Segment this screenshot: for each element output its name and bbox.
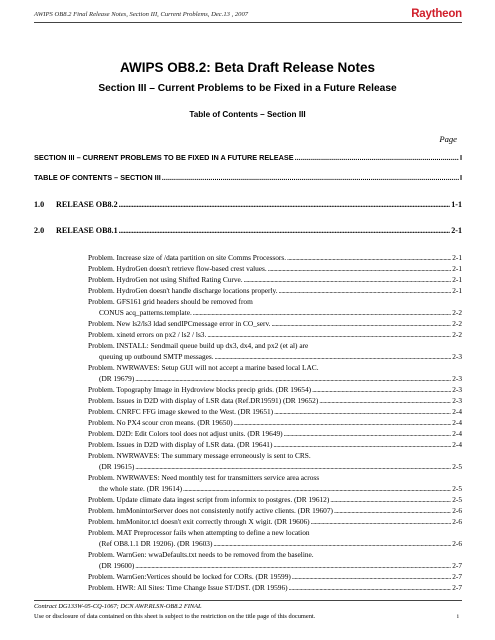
dot-leader — [135, 374, 451, 383]
toc-problem-entry[interactable] — [88, 506, 462, 515]
problem-text: Problem. CNRFC FFG image skewed to the West. (DR 19651) — [88, 407, 274, 416]
toc-entry-page: 2-1 — [451, 226, 462, 235]
release-name: RELEASE OB8.2 — [56, 200, 118, 209]
toc-problem-entry[interactable] — [99, 561, 462, 570]
problem-text: Problem. Topography Image in Hydroview blocks precip grids. (DR 19654) — [88, 385, 312, 394]
document-subtitle: Section III – Current Problems to be Fixed in a Future Release — [98, 83, 397, 94]
problem-page: 2-6 — [452, 506, 462, 515]
problem-page: 2-1 — [452, 253, 462, 262]
problem-text: Problem. New ls2/ls3 ldad sendIPCmessage error in CO_serv. — [88, 319, 271, 328]
toc-problem-entry[interactable] — [99, 308, 462, 317]
problem-first-line: Problem. INSTALL: Sendmail queue build up dx3, dx4, and px2 (et al) are — [88, 341, 309, 350]
footer-contract: Contract DG133W-05-CQ-1067; DCN AWP.RLSN-OB8.2 FINAL — [34, 603, 202, 610]
toc-entry-release-ob8-2[interactable] — [34, 200, 462, 209]
dot-leader — [271, 319, 451, 328]
toc-entry-page: 1-1 — [451, 200, 462, 209]
problem-text: (Ref OB8.1.1 DR 19206). (DR 19603) — [99, 539, 213, 548]
toc-problem-entry[interactable] — [99, 484, 462, 493]
toc-entry-text: SECTION III – CURRENT PROBLEMS TO BE FIXED IN A FUTURE RELEASE — [34, 153, 294, 162]
problem-text: Problem. HydroGen doesn't retrieve flow-based crest values. — [88, 264, 267, 273]
problem-page: 2-7 — [452, 572, 462, 581]
problem-text: Problem. HydroGen doesn't handle discharge locations properly. — [88, 286, 278, 295]
dot-leader — [273, 440, 451, 449]
release-number: 2.0 — [34, 226, 45, 235]
problem-text: Problem. Increase size of /data partition on site Comms Processors. — [88, 253, 287, 262]
toc-problem-entry[interactable] — [88, 407, 462, 416]
problem-page: 2-2 — [452, 330, 462, 339]
problem-page: 2-7 — [452, 583, 462, 592]
dot-leader — [334, 506, 451, 515]
toc-problem-entry[interactable] — [88, 418, 462, 427]
dot-leader — [183, 484, 451, 493]
problem-first-line: Problem. GFS161 grid headers should be removed from — [88, 297, 253, 306]
problem-page: 2-1 — [452, 275, 462, 284]
problem-page: 2-3 — [452, 385, 462, 394]
problem-text: (DR 19679) — [99, 374, 135, 383]
problem-first-line: Problem. MAT Preprocessor fails when attempting to define a new location — [88, 528, 310, 537]
toc-problem-entry[interactable] — [88, 319, 462, 328]
problem-page: 2-2 — [452, 319, 462, 328]
toc-entry-page: I — [459, 153, 462, 162]
dot-leader — [289, 583, 452, 592]
problem-page: 2-3 — [452, 396, 462, 405]
problem-page: 2-4 — [452, 418, 462, 427]
problem-text: Problem. No PX4 scour cron means. (DR 19650) — [88, 418, 233, 427]
dot-leader — [193, 308, 451, 317]
problem-page: 2-4 — [452, 440, 462, 449]
problem-first-line: Problem. WarnGen: wwaDefaults.txt needs to be removed from the baseline. — [88, 550, 314, 559]
problem-page: 2-3 — [452, 352, 462, 361]
toc-problem-entry[interactable] — [88, 572, 462, 581]
dot-leader — [279, 286, 452, 295]
dot-leader — [119, 226, 451, 235]
problem-text: Problem. Issues in D2D with display of LSR data. (DR 19641) — [88, 440, 273, 449]
toc-entry-toc[interactable] — [34, 173, 462, 182]
problem-first-line: Problem. NWRWAVES: Need monthly test for transmitters service area across — [88, 473, 320, 482]
running-header — [34, 8, 462, 22]
toc-problem-entry[interactable] — [99, 352, 462, 361]
raytheon-logo: Raytheon — [411, 8, 462, 20]
problem-text: Problem. HWR: All Sites: Time Change Issue ST/DST. (DR 19596) — [88, 583, 288, 592]
dot-leader — [213, 539, 451, 548]
dot-leader — [207, 330, 451, 339]
problem-text: Problem. HydroGen not using Shifted Rating Curve. — [88, 275, 243, 284]
toc-problem-entry[interactable] — [88, 495, 462, 504]
problem-page: 2-3 — [452, 374, 462, 383]
dot-leader — [119, 200, 451, 209]
problem-text: (DR 19600) — [99, 561, 135, 570]
dot-leader — [162, 173, 459, 182]
problem-page: 2-5 — [452, 484, 462, 493]
footer-notice: Use or disclosure of data contained on this sheet is subject to the restriction on the title page of this document. — [34, 613, 316, 620]
toc-problem-entry[interactable] — [99, 374, 462, 383]
toc-entry-text: TABLE OF CONTENTS – SECTION III — [34, 173, 161, 182]
toc-problem-entry[interactable] — [88, 275, 462, 284]
toc-entry-page: I — [459, 173, 462, 182]
problem-text: Problem. D2D: Edit Colors tool does not adjust units. (DR 19649) — [88, 429, 283, 438]
problem-page: 2-1 — [452, 264, 462, 273]
toc-problem-entry[interactable] — [88, 396, 462, 405]
dot-leader — [135, 561, 451, 570]
problem-page: 2-4 — [452, 429, 462, 438]
problem-text: Problem. hmMonitor.tcl doesn't exit correctly through X wigit. (DR 19606) — [88, 517, 310, 526]
problem-text: the whole state. (DR 19614) — [99, 484, 183, 493]
problem-page: 2-7 — [452, 561, 462, 570]
problem-page: 2-6 — [452, 517, 462, 526]
release-name: RELEASE OB8.1 — [56, 226, 118, 235]
dot-leader — [292, 572, 451, 581]
page-column-label: Page — [439, 134, 457, 144]
toc-problem-entry[interactable] — [88, 286, 462, 295]
problem-first-line: Problem. NWRWAVES: Setup GUI will not accept a marine based local LAC. — [88, 363, 319, 372]
footer-page-number: i — [457, 613, 459, 620]
toc-problem-entry[interactable] — [88, 330, 462, 339]
dot-leader — [295, 153, 459, 162]
problem-text: Problem. Issues in D2D with display of LSR data (Ref.DR19591) (DR 19652) — [88, 396, 319, 405]
dot-leader — [244, 275, 452, 284]
toc-problem-entry[interactable] — [88, 385, 462, 394]
toc-entry-release-ob8-1[interactable] — [34, 226, 462, 235]
dot-leader — [287, 253, 451, 262]
problem-page: 2-2 — [452, 308, 462, 317]
dot-leader — [319, 396, 451, 405]
toc-problem-entry[interactable] — [88, 517, 462, 526]
document-title: AWIPS OB8.2: Beta Draft Release Notes — [119, 60, 376, 75]
dot-leader — [268, 264, 451, 273]
problem-page: 2-4 — [452, 407, 462, 416]
problem-text: Problem. WarnGen:Vertices should be locked for CORs. (DR 19599) — [88, 572, 291, 581]
problem-page: 2-6 — [452, 539, 462, 548]
header-rule — [34, 22, 462, 23]
problem-text: (DR 19615) — [99, 462, 135, 471]
footer-rule — [34, 600, 462, 601]
toc-entry-section[interactable] — [34, 153, 462, 162]
release-number: 1.0 — [34, 200, 45, 209]
dot-leader — [330, 495, 451, 504]
toc-problem-entry[interactable] — [99, 462, 462, 471]
toc-heading: Table of Contents – Section III — [189, 110, 306, 119]
dot-leader — [135, 462, 451, 471]
dot-leader — [274, 407, 451, 416]
toc-problem-entry[interactable] — [99, 539, 462, 548]
problem-text: Problem. Update climate data ingest script from informix to postgres. (DR 19612) — [88, 495, 330, 504]
toc-problem-entry[interactable] — [88, 440, 462, 449]
dot-leader — [311, 517, 452, 526]
problem-text: Problem. xinetd errors on px2 / ls2 / ls3. — [88, 330, 207, 339]
problem-first-line: Problem. NWRWAVES: The summary message erroneously is sent to CRS. — [88, 451, 311, 460]
problem-text: queuing up outbound SMTP messages. — [99, 352, 214, 361]
running-head-text: AWIPS OB8.2 Final Release Notes, Section III, Current Problems, Dec.13 , 2007 — [34, 11, 249, 18]
dot-leader — [215, 352, 452, 361]
problem-text: CONUS acq_patterns.template. — [99, 308, 192, 317]
problem-page: 2-5 — [452, 495, 462, 504]
dot-leader — [312, 385, 451, 394]
toc-problem-entry[interactable] — [88, 429, 462, 438]
problem-page: 2-1 — [452, 286, 462, 295]
problem-page: 2-5 — [452, 462, 462, 471]
toc-problem-entry[interactable] — [88, 583, 462, 592]
dot-leader — [284, 429, 452, 438]
problem-text: Problem. hmMonintorServer does not consistenly notify active clients. (DR 19607) — [88, 506, 333, 515]
toc-problem-entry[interactable] — [88, 264, 462, 273]
dot-leader — [234, 418, 452, 427]
toc-problem-entry[interactable] — [88, 253, 462, 262]
